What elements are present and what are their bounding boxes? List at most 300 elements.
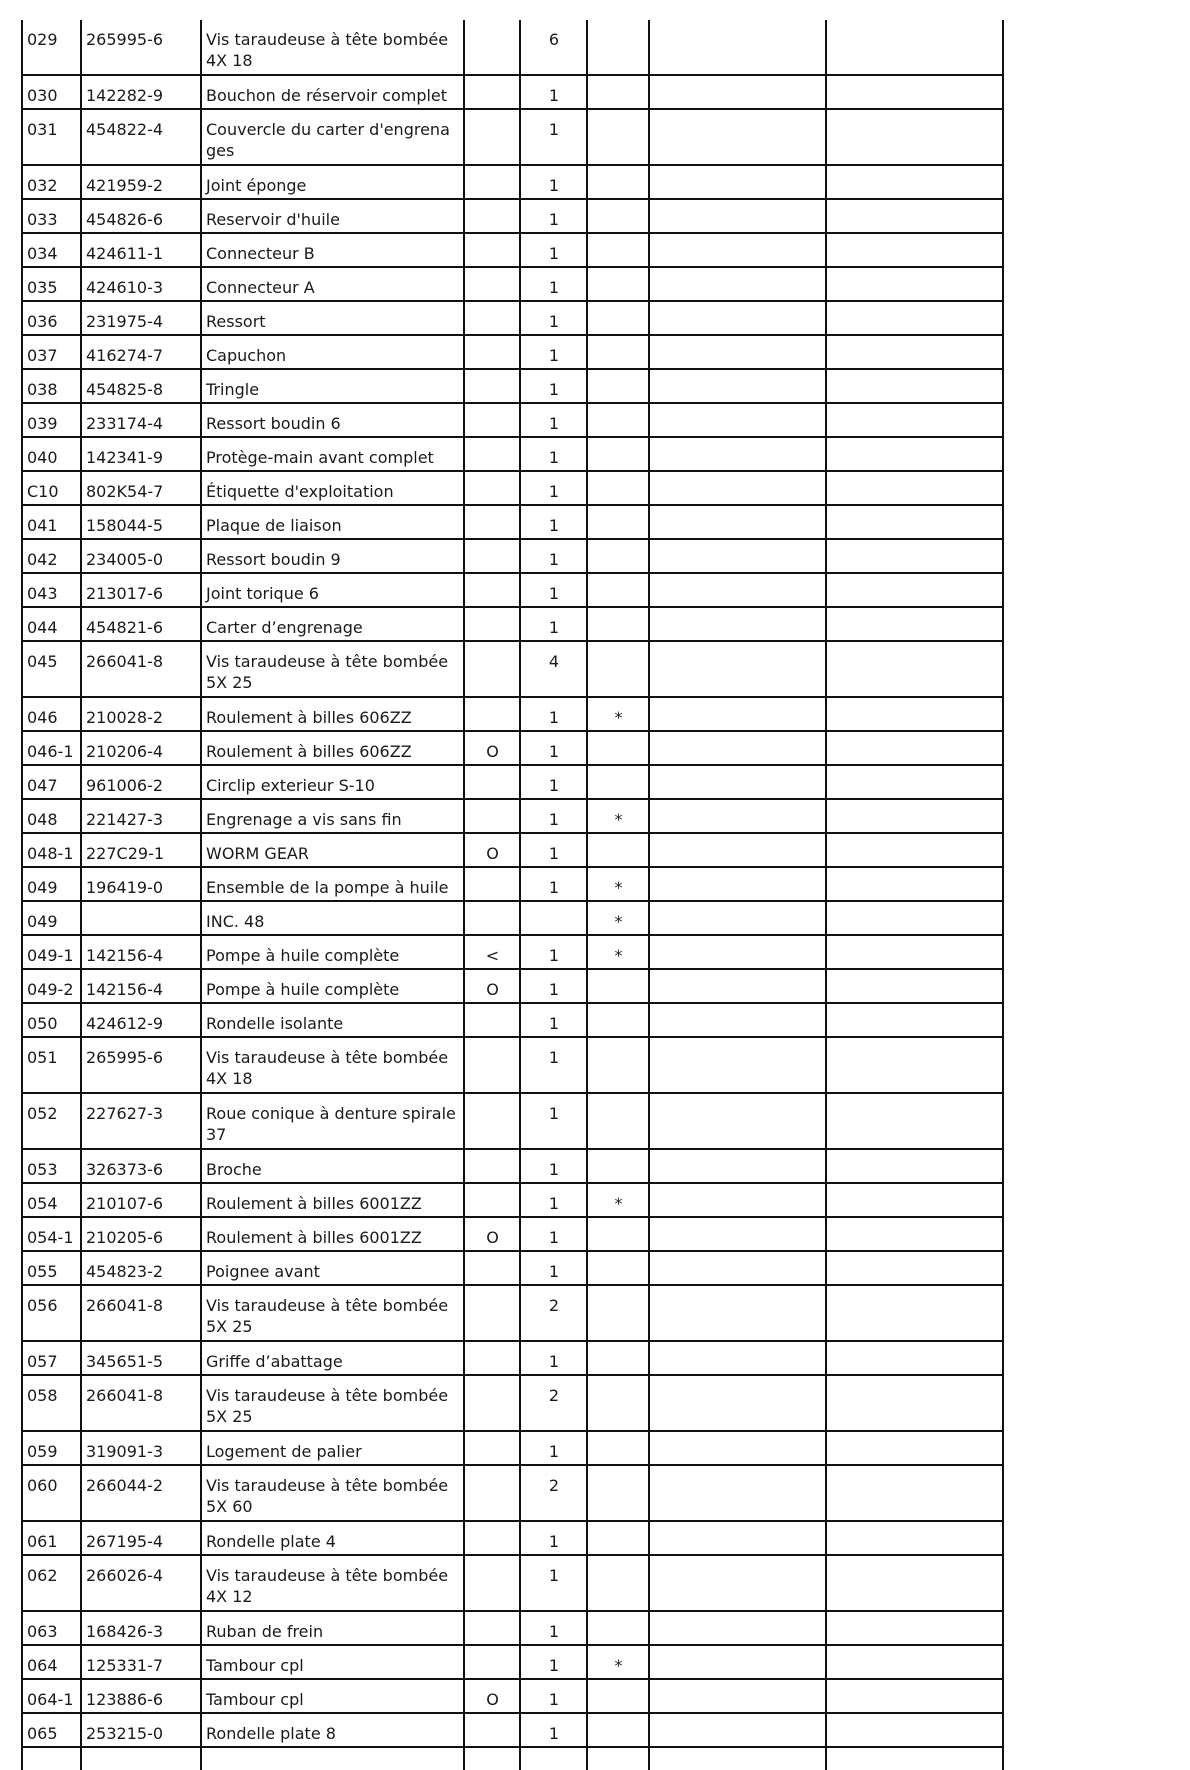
ref-number-cell: 050 [22, 1003, 81, 1037]
table-row [22, 20, 1003, 75]
table-row [22, 437, 1003, 471]
part-number-cell: 421959-2 [81, 165, 201, 199]
quantity-cell: 1 [520, 199, 587, 233]
marker-cell [464, 867, 520, 901]
ref-number-cell: 060 [22, 1465, 81, 1521]
table-row [22, 1037, 1003, 1093]
table-row [22, 901, 1003, 935]
part-number-cell: 345651-5 [81, 1341, 201, 1375]
ref-number-cell: 055 [22, 1251, 81, 1285]
description-cell: Ressort boudin 6 [201, 403, 464, 437]
quantity-cell: 1 [520, 1713, 587, 1747]
part-number-cell: 802K54-7 [81, 471, 201, 505]
empty-cell [649, 969, 826, 1003]
empty-cell [826, 75, 1003, 109]
marker-cell [464, 765, 520, 799]
empty-cell [649, 267, 826, 301]
quantity-cell: 1 [520, 1251, 587, 1285]
part-number-cell: 424611-1 [81, 233, 201, 267]
marker-cell: < [464, 935, 520, 969]
note-cell [587, 75, 649, 109]
description-cell: Connecteur A [201, 267, 464, 301]
ref-number-cell: 044 [22, 607, 81, 641]
empty-cell [649, 1217, 826, 1251]
marker-cell: O [464, 833, 520, 867]
table-row [22, 1521, 1003, 1555]
quantity-cell: 1 [520, 765, 587, 799]
note-cell [587, 1431, 649, 1465]
quantity-cell: 1 [520, 267, 587, 301]
description-cell: Vis taraudeuse à tête bombée 5X 25 [201, 1285, 464, 1341]
empty-cell [826, 20, 1003, 75]
description-cell: Rondelle isolante [201, 1003, 464, 1037]
description-cell: Connecteur B [201, 233, 464, 267]
note-cell [587, 505, 649, 539]
note-cell [587, 1611, 649, 1645]
table-row [22, 301, 1003, 335]
note-cell [587, 165, 649, 199]
empty-cell [826, 1747, 1003, 1770]
ref-number-cell: 034 [22, 233, 81, 267]
note-cell [587, 731, 649, 765]
empty-cell [649, 1285, 826, 1341]
table-row [22, 199, 1003, 233]
ref-number-cell: 049 [22, 901, 81, 935]
marker-cell [464, 901, 520, 935]
empty-cell [826, 697, 1003, 731]
empty-cell [649, 199, 826, 233]
part-number-cell: 210028-2 [81, 697, 201, 731]
description-cell: Ruban de frein [201, 1611, 464, 1645]
quantity-cell: 1 [520, 233, 587, 267]
ref-number-cell: 043 [22, 573, 81, 607]
note-cell: * [587, 1645, 649, 1679]
ref-number-cell: 063 [22, 1611, 81, 1645]
note-cell: * [587, 697, 649, 731]
description-cell: Carter d’engrenage [201, 607, 464, 641]
part-number-cell: 266041-8 [81, 1285, 201, 1341]
empty-cell [520, 1747, 587, 1770]
marker-cell [464, 641, 520, 697]
note-cell: * [587, 1183, 649, 1217]
part-number-cell: 266041-8 [81, 641, 201, 697]
quantity-cell: 1 [520, 505, 587, 539]
table-row [22, 539, 1003, 573]
empty-cell [826, 1003, 1003, 1037]
description-cell: Vis taraudeuse à tête bombée 5X 25 [201, 641, 464, 697]
marker-cell [464, 1183, 520, 1217]
description-cell: Bouchon de réservoir complet [201, 75, 464, 109]
note-cell [587, 335, 649, 369]
quantity-cell: 1 [520, 573, 587, 607]
empty-cell [826, 505, 1003, 539]
empty-cell [826, 799, 1003, 833]
ref-number-cell: 061 [22, 1521, 81, 1555]
empty-cell [649, 1251, 826, 1285]
note-cell [587, 1465, 649, 1521]
table-row [22, 1611, 1003, 1645]
quantity-cell: 1 [520, 935, 587, 969]
quantity-cell: 1 [520, 867, 587, 901]
empty-cell [649, 75, 826, 109]
ref-number-cell: 054 [22, 1183, 81, 1217]
description-cell: Capuchon [201, 335, 464, 369]
empty-cell [826, 1375, 1003, 1431]
ref-number-cell: 058 [22, 1375, 81, 1431]
marker-cell [464, 697, 520, 731]
part-number-cell: 142156-4 [81, 969, 201, 1003]
marker-cell [464, 1251, 520, 1285]
ref-number-cell: 038 [22, 369, 81, 403]
part-number-cell: 142341-9 [81, 437, 201, 471]
part-number-cell: 454825-8 [81, 369, 201, 403]
note-cell: * [587, 901, 649, 935]
marker-cell [464, 1645, 520, 1679]
table-row [22, 1285, 1003, 1341]
note-cell: * [587, 799, 649, 833]
quantity-cell: 1 [520, 539, 587, 573]
table-row [22, 1093, 1003, 1149]
ref-number-cell: 052 [22, 1093, 81, 1149]
table-row-continuation [22, 1747, 1003, 1770]
note-cell [587, 199, 649, 233]
part-number-cell: 125331-7 [81, 1645, 201, 1679]
part-number-cell: 266041-8 [81, 1375, 201, 1431]
marker-cell [464, 20, 520, 75]
marker-cell [464, 1431, 520, 1465]
empty-cell [826, 969, 1003, 1003]
note-cell: * [587, 867, 649, 901]
note-cell [587, 1679, 649, 1713]
part-number-cell: 231975-4 [81, 301, 201, 335]
marker-cell: O [464, 1679, 520, 1713]
part-number-cell: 168426-3 [81, 1611, 201, 1645]
marker-cell [464, 1713, 520, 1747]
part-number-cell: 210107-6 [81, 1183, 201, 1217]
empty-cell [649, 1149, 826, 1183]
empty-cell [649, 505, 826, 539]
description-cell: Tambour cpl [201, 1645, 464, 1679]
empty-cell [81, 1747, 201, 1770]
description-cell: INC. 48 [201, 901, 464, 935]
marker-cell [464, 471, 520, 505]
empty-cell [649, 1037, 826, 1093]
quantity-cell: 1 [520, 1093, 587, 1149]
quantity-cell: 2 [520, 1465, 587, 1521]
note-cell [587, 1555, 649, 1611]
marker-cell [464, 799, 520, 833]
marker-cell [464, 1375, 520, 1431]
ref-number-cell: 057 [22, 1341, 81, 1375]
marker-cell [464, 505, 520, 539]
empty-cell [649, 1341, 826, 1375]
table-row [22, 109, 1003, 165]
empty-cell [826, 765, 1003, 799]
empty-cell [649, 437, 826, 471]
table-row [22, 799, 1003, 833]
empty-cell [649, 1645, 826, 1679]
quantity-cell: 1 [520, 471, 587, 505]
empty-cell [826, 935, 1003, 969]
ref-number-cell: 056 [22, 1285, 81, 1341]
marker-cell: O [464, 1217, 520, 1251]
table-row [22, 1713, 1003, 1747]
quantity-cell: 1 [520, 1611, 587, 1645]
ref-number-cell: 035 [22, 267, 81, 301]
empty-cell [649, 165, 826, 199]
table-row [22, 471, 1003, 505]
marker-cell [464, 437, 520, 471]
description-cell: Pompe à huile complète [201, 969, 464, 1003]
part-number-cell: 266026-4 [81, 1555, 201, 1611]
ref-number-cell: 040 [22, 437, 81, 471]
empty-cell [649, 1183, 826, 1217]
quantity-cell: 1 [520, 1679, 587, 1713]
note-cell [587, 1251, 649, 1285]
ref-number-cell: 054-1 [22, 1217, 81, 1251]
table-row [22, 233, 1003, 267]
description-cell: Plaque de liaison [201, 505, 464, 539]
part-number-cell: 454823-2 [81, 1251, 201, 1285]
part-number-cell: 253215-0 [81, 1713, 201, 1747]
table-row [22, 935, 1003, 969]
empty-cell [649, 697, 826, 731]
empty-cell [826, 199, 1003, 233]
note-cell [587, 437, 649, 471]
empty-cell [649, 1093, 826, 1149]
table-row [22, 335, 1003, 369]
ref-number-cell: 029 [22, 20, 81, 75]
part-number-cell: 213017-6 [81, 573, 201, 607]
ref-number-cell: 049-2 [22, 969, 81, 1003]
empty-cell [649, 335, 826, 369]
quantity-cell: 6 [520, 20, 587, 75]
marker-cell [464, 1285, 520, 1341]
part-number-cell: 326373-6 [81, 1149, 201, 1183]
empty-cell [649, 1521, 826, 1555]
description-cell: Rondelle plate 8 [201, 1713, 464, 1747]
description-cell: Roulement à billes 6001ZZ [201, 1217, 464, 1251]
marker-cell [464, 233, 520, 267]
description-cell: Couvercle du carter d'engrenages [201, 109, 464, 165]
table-row [22, 697, 1003, 731]
part-number-cell: 210206-4 [81, 731, 201, 765]
empty-cell [826, 607, 1003, 641]
marker-cell [464, 539, 520, 573]
part-number-cell: 196419-0 [81, 867, 201, 901]
empty-cell [826, 833, 1003, 867]
note-cell [587, 1037, 649, 1093]
note-cell [587, 301, 649, 335]
note-cell: * [587, 935, 649, 969]
empty-cell [826, 867, 1003, 901]
empty-cell [826, 1555, 1003, 1611]
quantity-cell: 1 [520, 1183, 587, 1217]
quantity-cell [520, 901, 587, 935]
empty-cell [826, 1037, 1003, 1093]
ref-number-cell: 064-1 [22, 1679, 81, 1713]
empty-cell [587, 1747, 649, 1770]
marker-cell [464, 369, 520, 403]
empty-cell [201, 1747, 464, 1770]
quantity-cell: 1 [520, 799, 587, 833]
ref-number-cell: 047 [22, 765, 81, 799]
description-cell: Vis taraudeuse à tête bombée 4X 12 [201, 1555, 464, 1611]
empty-cell [826, 1093, 1003, 1149]
table-row [22, 165, 1003, 199]
empty-cell [649, 799, 826, 833]
table-row [22, 267, 1003, 301]
description-cell: Logement de palier [201, 1431, 464, 1465]
ref-number-cell: 037 [22, 335, 81, 369]
table-row [22, 75, 1003, 109]
empty-cell [649, 901, 826, 935]
quantity-cell: 1 [520, 1341, 587, 1375]
empty-cell [826, 301, 1003, 335]
ref-number-cell: 051 [22, 1037, 81, 1093]
empty-cell [826, 403, 1003, 437]
empty-cell [22, 1747, 81, 1770]
quantity-cell: 1 [520, 731, 587, 765]
part-number-cell: 961006-2 [81, 765, 201, 799]
part-number-cell: 266044-2 [81, 1465, 201, 1521]
table-row [22, 1431, 1003, 1465]
description-cell: Étiquette d'exploitation [201, 471, 464, 505]
note-cell [587, 607, 649, 641]
marker-cell [464, 1037, 520, 1093]
empty-cell [826, 1149, 1003, 1183]
marker-cell [464, 573, 520, 607]
part-number-cell: 416274-7 [81, 335, 201, 369]
parts-table-body [22, 20, 1003, 1770]
empty-cell [649, 1747, 826, 1770]
note-cell [587, 765, 649, 799]
table-row [22, 1645, 1003, 1679]
ref-number-cell: C10 [22, 471, 81, 505]
part-number-cell: 454822-4 [81, 109, 201, 165]
quantity-cell: 1 [520, 1555, 587, 1611]
empty-cell [826, 1713, 1003, 1747]
description-cell: Vis taraudeuse à tête bombée 5X 25 [201, 1375, 464, 1431]
marker-cell [464, 267, 520, 301]
table-row [22, 731, 1003, 765]
table-row [22, 1465, 1003, 1521]
note-cell [587, 539, 649, 573]
marker-cell: O [464, 731, 520, 765]
empty-cell [826, 233, 1003, 267]
description-cell: Broche [201, 1149, 464, 1183]
empty-cell [649, 765, 826, 799]
part-number-cell: 142282-9 [81, 75, 201, 109]
empty-cell [649, 20, 826, 75]
ref-number-cell: 049-1 [22, 935, 81, 969]
note-cell [587, 109, 649, 165]
table-row [22, 573, 1003, 607]
empty-cell [649, 1375, 826, 1431]
ref-number-cell: 059 [22, 1431, 81, 1465]
note-cell [587, 1149, 649, 1183]
empty-cell [826, 1341, 1003, 1375]
description-cell: Roulement à billes 606ZZ [201, 697, 464, 731]
table-row [22, 369, 1003, 403]
ref-number-cell: 031 [22, 109, 81, 165]
ref-number-cell: 048 [22, 799, 81, 833]
quantity-cell: 1 [520, 1149, 587, 1183]
empty-cell [826, 1285, 1003, 1341]
ref-number-cell: 032 [22, 165, 81, 199]
quantity-cell: 1 [520, 1521, 587, 1555]
quantity-cell: 1 [520, 1431, 587, 1465]
marker-cell [464, 109, 520, 165]
table-row [22, 1555, 1003, 1611]
quantity-cell: 1 [520, 109, 587, 165]
table-row [22, 1003, 1003, 1037]
empty-cell [826, 539, 1003, 573]
part-number-cell: 234005-0 [81, 539, 201, 573]
description-cell: Tringle [201, 369, 464, 403]
description-cell: Roulement à billes 606ZZ [201, 731, 464, 765]
part-number-cell [81, 901, 201, 935]
note-cell [587, 233, 649, 267]
marker-cell [464, 335, 520, 369]
ref-number-cell: 048-1 [22, 833, 81, 867]
quantity-cell: 1 [520, 369, 587, 403]
marker-cell [464, 165, 520, 199]
empty-cell [464, 1747, 520, 1770]
empty-cell [649, 369, 826, 403]
empty-cell [649, 233, 826, 267]
quantity-cell: 1 [520, 335, 587, 369]
quantity-cell: 1 [520, 165, 587, 199]
part-number-cell: 142156-4 [81, 935, 201, 969]
part-number-cell: 227C29-1 [81, 833, 201, 867]
description-cell: Protège-main avant complet [201, 437, 464, 471]
note-cell [587, 369, 649, 403]
note-cell [587, 1341, 649, 1375]
table-row [22, 1149, 1003, 1183]
part-number-cell: 221427-3 [81, 799, 201, 833]
ref-number-cell: 046 [22, 697, 81, 731]
description-cell: Vis taraudeuse à tête bombée 4X 18 [201, 1037, 464, 1093]
empty-cell [649, 833, 826, 867]
empty-cell [649, 471, 826, 505]
empty-cell [826, 165, 1003, 199]
table-row [22, 1251, 1003, 1285]
ref-number-cell: 046-1 [22, 731, 81, 765]
note-cell [587, 1093, 649, 1149]
table-row [22, 969, 1003, 1003]
ref-number-cell: 042 [22, 539, 81, 573]
marker-cell [464, 1003, 520, 1037]
ref-number-cell: 049 [22, 867, 81, 901]
quantity-cell: 1 [520, 969, 587, 1003]
description-cell: Ensemble de la pompe à huile [201, 867, 464, 901]
ref-number-cell: 062 [22, 1555, 81, 1611]
table-row [22, 1183, 1003, 1217]
empty-cell [826, 1645, 1003, 1679]
description-cell: Joint torique 6 [201, 573, 464, 607]
description-cell: Roue conique à denture spirale 37 [201, 1093, 464, 1149]
empty-cell [649, 1679, 826, 1713]
marker-cell [464, 199, 520, 233]
empty-cell [649, 1555, 826, 1611]
empty-cell [826, 641, 1003, 697]
quantity-cell: 4 [520, 641, 587, 697]
empty-cell [826, 1183, 1003, 1217]
note-cell [587, 641, 649, 697]
empty-cell [826, 1251, 1003, 1285]
quantity-cell: 1 [520, 607, 587, 641]
